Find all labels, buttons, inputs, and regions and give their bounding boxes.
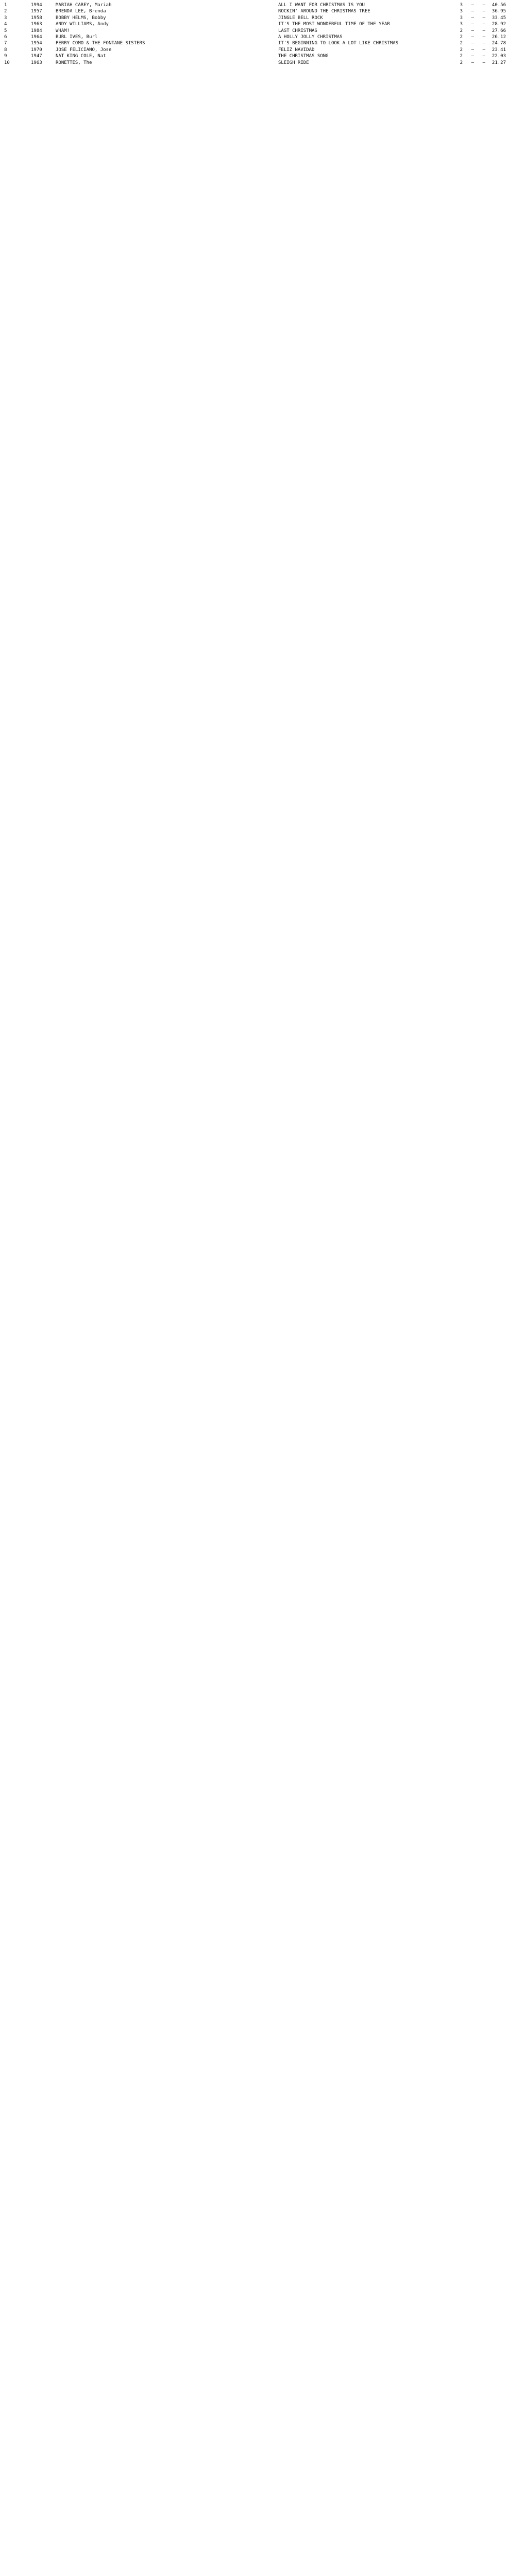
artist-cell: PERRY COMO & THE FONTANE SISTERS bbox=[56, 41, 145, 46]
year-cell: 1963 bbox=[31, 60, 42, 65]
title-cell: A HOLLY JOLLY CHRISTMAS bbox=[278, 35, 343, 40]
rank-cell: 9 bbox=[4, 54, 7, 59]
artist-cell: MARIAH CAREY, Mariah bbox=[56, 3, 112, 8]
score-cell: 21.27 bbox=[492, 60, 506, 65]
title-cell: THE CHRISTMAS SONG bbox=[278, 54, 329, 59]
artist-cell: JOSE FELICIANO, Jose bbox=[56, 47, 112, 53]
weeks-cell: — bbox=[471, 28, 474, 33]
score-cell: 22.03 bbox=[492, 54, 506, 59]
count-cell: — bbox=[482, 28, 485, 33]
artist-cell: WHAM! bbox=[56, 28, 70, 33]
artist-cell: ANDY WILLIAMS, Andy bbox=[56, 22, 109, 27]
weeks-cell: — bbox=[471, 22, 474, 27]
year-cell: 1947 bbox=[31, 54, 42, 59]
score-cell: 23.41 bbox=[492, 47, 506, 53]
artist-cell: BOBBY HELMS, Bobby bbox=[56, 15, 106, 21]
rank-cell: 4 bbox=[4, 22, 7, 27]
weeks-cell: — bbox=[471, 35, 474, 40]
artist-cell: BRENDA LEE, Brenda bbox=[56, 9, 106, 14]
table-row bbox=[0, 60, 508, 66]
rank-cell: 1 bbox=[4, 3, 7, 8]
peak-cell: 3 bbox=[460, 9, 463, 14]
weeks-cell: — bbox=[471, 3, 474, 8]
score-cell: 33.45 bbox=[492, 15, 506, 21]
title-cell: LAST CHRISTMAS bbox=[278, 28, 317, 33]
year-cell: 1958 bbox=[31, 15, 42, 21]
title-cell: SLEIGH RIDE bbox=[278, 60, 309, 65]
year-cell: 1984 bbox=[31, 28, 42, 33]
rank-cell: 8 bbox=[4, 47, 7, 53]
count-cell: — bbox=[482, 35, 485, 40]
year-cell: 1957 bbox=[31, 9, 42, 14]
title-cell: FELIZ NAVIDAD bbox=[278, 47, 315, 53]
year-cell: 1970 bbox=[31, 47, 42, 53]
peak-cell: 3 bbox=[460, 3, 463, 8]
count-cell: — bbox=[482, 22, 485, 27]
title-cell: IT'S BEGINNING TO LOOK A LOT LIKE CHRISTMAS bbox=[278, 41, 398, 46]
weeks-cell: — bbox=[471, 54, 474, 59]
score-cell: 36.95 bbox=[492, 9, 506, 14]
title-cell: ROCKIN' AROUND THE CHRISTMAS TREE bbox=[278, 9, 370, 14]
peak-cell: 2 bbox=[460, 28, 463, 33]
table-row bbox=[0, 34, 508, 40]
rank-cell: 2 bbox=[4, 9, 7, 14]
count-cell: — bbox=[482, 3, 485, 8]
weeks-cell: — bbox=[471, 47, 474, 53]
peak-cell: 3 bbox=[460, 15, 463, 21]
listing-rows bbox=[0, 2, 508, 66]
rank-cell: 5 bbox=[4, 28, 7, 33]
score-cell: 27.66 bbox=[492, 28, 506, 33]
year-cell: 1964 bbox=[31, 35, 42, 40]
rank-cell: 3 bbox=[4, 15, 7, 21]
table-row bbox=[0, 21, 508, 27]
table-row bbox=[0, 47, 508, 53]
weeks-cell: — bbox=[471, 9, 474, 14]
peak-cell: 2 bbox=[460, 35, 463, 40]
score-cell: 24.78 bbox=[492, 41, 506, 46]
artist-cell: NAT KING COLE, Nat bbox=[56, 54, 106, 59]
score-cell: 28.92 bbox=[492, 22, 506, 27]
artist-cell: RONETTES, The bbox=[56, 60, 92, 65]
table-row bbox=[0, 28, 508, 34]
count-cell: — bbox=[482, 60, 485, 65]
weeks-cell: — bbox=[471, 41, 474, 46]
weeks-cell: — bbox=[471, 60, 474, 65]
count-cell: — bbox=[482, 15, 485, 21]
table-row bbox=[0, 53, 508, 59]
rank-cell: 7 bbox=[4, 41, 7, 46]
table-row bbox=[0, 2, 508, 8]
rank-cell: 10 bbox=[4, 60, 10, 65]
year-cell: 1963 bbox=[31, 22, 42, 27]
table-row bbox=[0, 40, 508, 46]
rank-cell: 6 bbox=[4, 35, 7, 40]
peak-cell: 2 bbox=[460, 54, 463, 59]
score-cell: 40.56 bbox=[492, 3, 506, 8]
year-cell: 1954 bbox=[31, 41, 42, 46]
title-cell: JINGLE BELL ROCK bbox=[278, 15, 323, 21]
table-row bbox=[0, 15, 508, 21]
count-cell: — bbox=[482, 47, 485, 53]
title-cell: ALL I WANT FOR CHRISTMAS IS YOU bbox=[278, 3, 365, 8]
title-cell: IT'S THE MOST WONDERFUL TIME OF THE YEAR bbox=[278, 22, 390, 27]
score-cell: 26.12 bbox=[492, 35, 506, 40]
peak-cell: 2 bbox=[460, 47, 463, 53]
peak-cell: 3 bbox=[460, 22, 463, 27]
weeks-cell: — bbox=[471, 15, 474, 21]
count-cell: — bbox=[482, 54, 485, 59]
artist-cell: BURL IVES, Burl bbox=[56, 35, 98, 40]
year-cell: 1994 bbox=[31, 3, 42, 8]
table-row bbox=[0, 8, 508, 14]
count-cell: — bbox=[482, 9, 485, 14]
count-cell: — bbox=[482, 41, 485, 46]
peak-cell: 2 bbox=[460, 41, 463, 46]
peak-cell: 2 bbox=[460, 60, 463, 65]
